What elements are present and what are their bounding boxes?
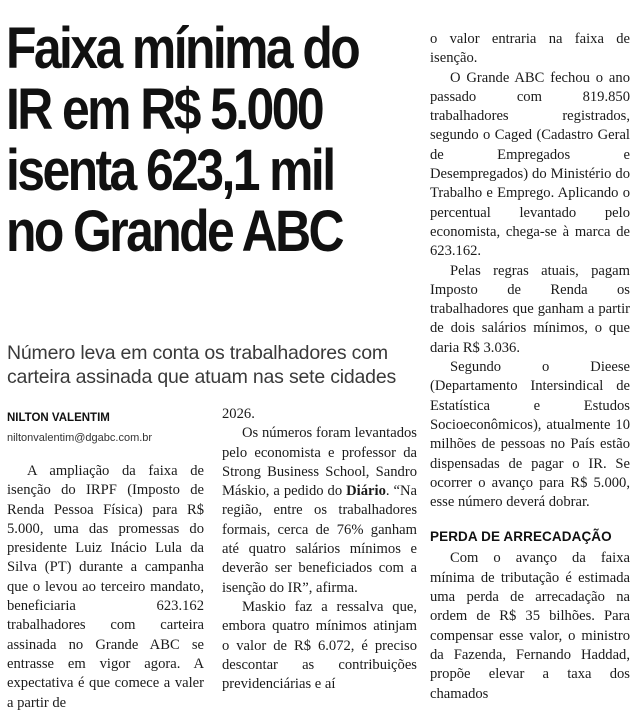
body-paragraph: Pelas regras atuais, pagam Imposto de Renda os trabalhadores que ganham a partir de dois salários mínimos, o que daria R$ 3.036. xyxy=(430,262,630,356)
headline xyxy=(6,16,359,264)
body-column-2 xyxy=(222,405,417,694)
body-paragraph: Com o avanço da faixa mínima de tributação é estimada uma perda de arrecadação na ordem de R$ 35 bilhões. Para compensar esse valor, o ministro da Fazenda, Fernando Haddad, propõe elevar a taxa dos chamados xyxy=(430,550,630,702)
body-paragraph: o valor entraria na faixa de isenção. xyxy=(430,31,630,67)
publication-name: Diário xyxy=(346,483,386,500)
headline-line: IR em R$ 5.000 xyxy=(6,77,323,142)
headline-line: Faixa mínima do xyxy=(6,16,359,81)
body-column-3 xyxy=(430,30,630,704)
body-paragraph: O Grande ABC fechou o ano passado com 819.850 trabalhadores registrados, segundo o Caged (Cadastro Geral de Empregados e Desempregados) do Ministério do Trabalho e Emprego. Aplicando o percentual levantado pelo economista, chega-se à marca de 623.162. xyxy=(430,69,630,260)
body-paragraph: Maskio faz a ressalva que, embora quatro mínimos atinjam o valor de R$ 6.072, é preciso descontar as contribuições previdenciárias e aí xyxy=(222,598,417,693)
author-name: NILTON VALENTIM xyxy=(7,412,110,424)
body-column-1 xyxy=(7,462,204,713)
body-paragraph: 2026. xyxy=(222,406,255,422)
body-paragraph xyxy=(222,424,417,598)
body-paragraph: Segundo o Dieese (Departamento Intersindical de Estatística e Estudos Socioeconômicos), atualmente 10 milhões de pessoas no País estão dispensadas de pagar o IR. Se ocorrer o avanço para R$ 5.000, esse número deverá dobrar. xyxy=(430,359,630,511)
author-email: niltonvalentim@dgabc.com.br xyxy=(7,432,153,444)
body-text: . “Na região, entre os trabalhadores formais, cerca de 76% ganham até quatro salários mínimos e deverão ser beneficiados com a isenção do IR”, afirma. xyxy=(222,483,417,596)
body-paragraph: A ampliação da faixa de isenção do IRPF (Imposto de Renda Pessoa Física) para R$ 5.000, uma das promessas do presidente Luiz Inácio Lula da Silva (PT) durante a campanha que o levou ao terceiro mandato, beneficiaria 623.162 trabalhadores com carteira assinada no Grande ABC se entrasse em vigor agora. A expectativa é que comece a valer a partir de xyxy=(7,463,204,711)
headline-line: isenta 623,1 mil xyxy=(6,138,334,203)
subtitle: Número leva em conta os trabalhadores com carteira assinada que atuam nas sete cidades xyxy=(7,342,397,388)
section-heading: PERDA DE ARRECADAÇÃO xyxy=(430,529,612,545)
byline xyxy=(7,410,207,446)
headline-line: no Grande ABC xyxy=(6,199,342,264)
body-text: Os números foram levantados pelo economista e professor da Strong Business School, Sandro Máskio, a pedido do xyxy=(222,425,417,500)
